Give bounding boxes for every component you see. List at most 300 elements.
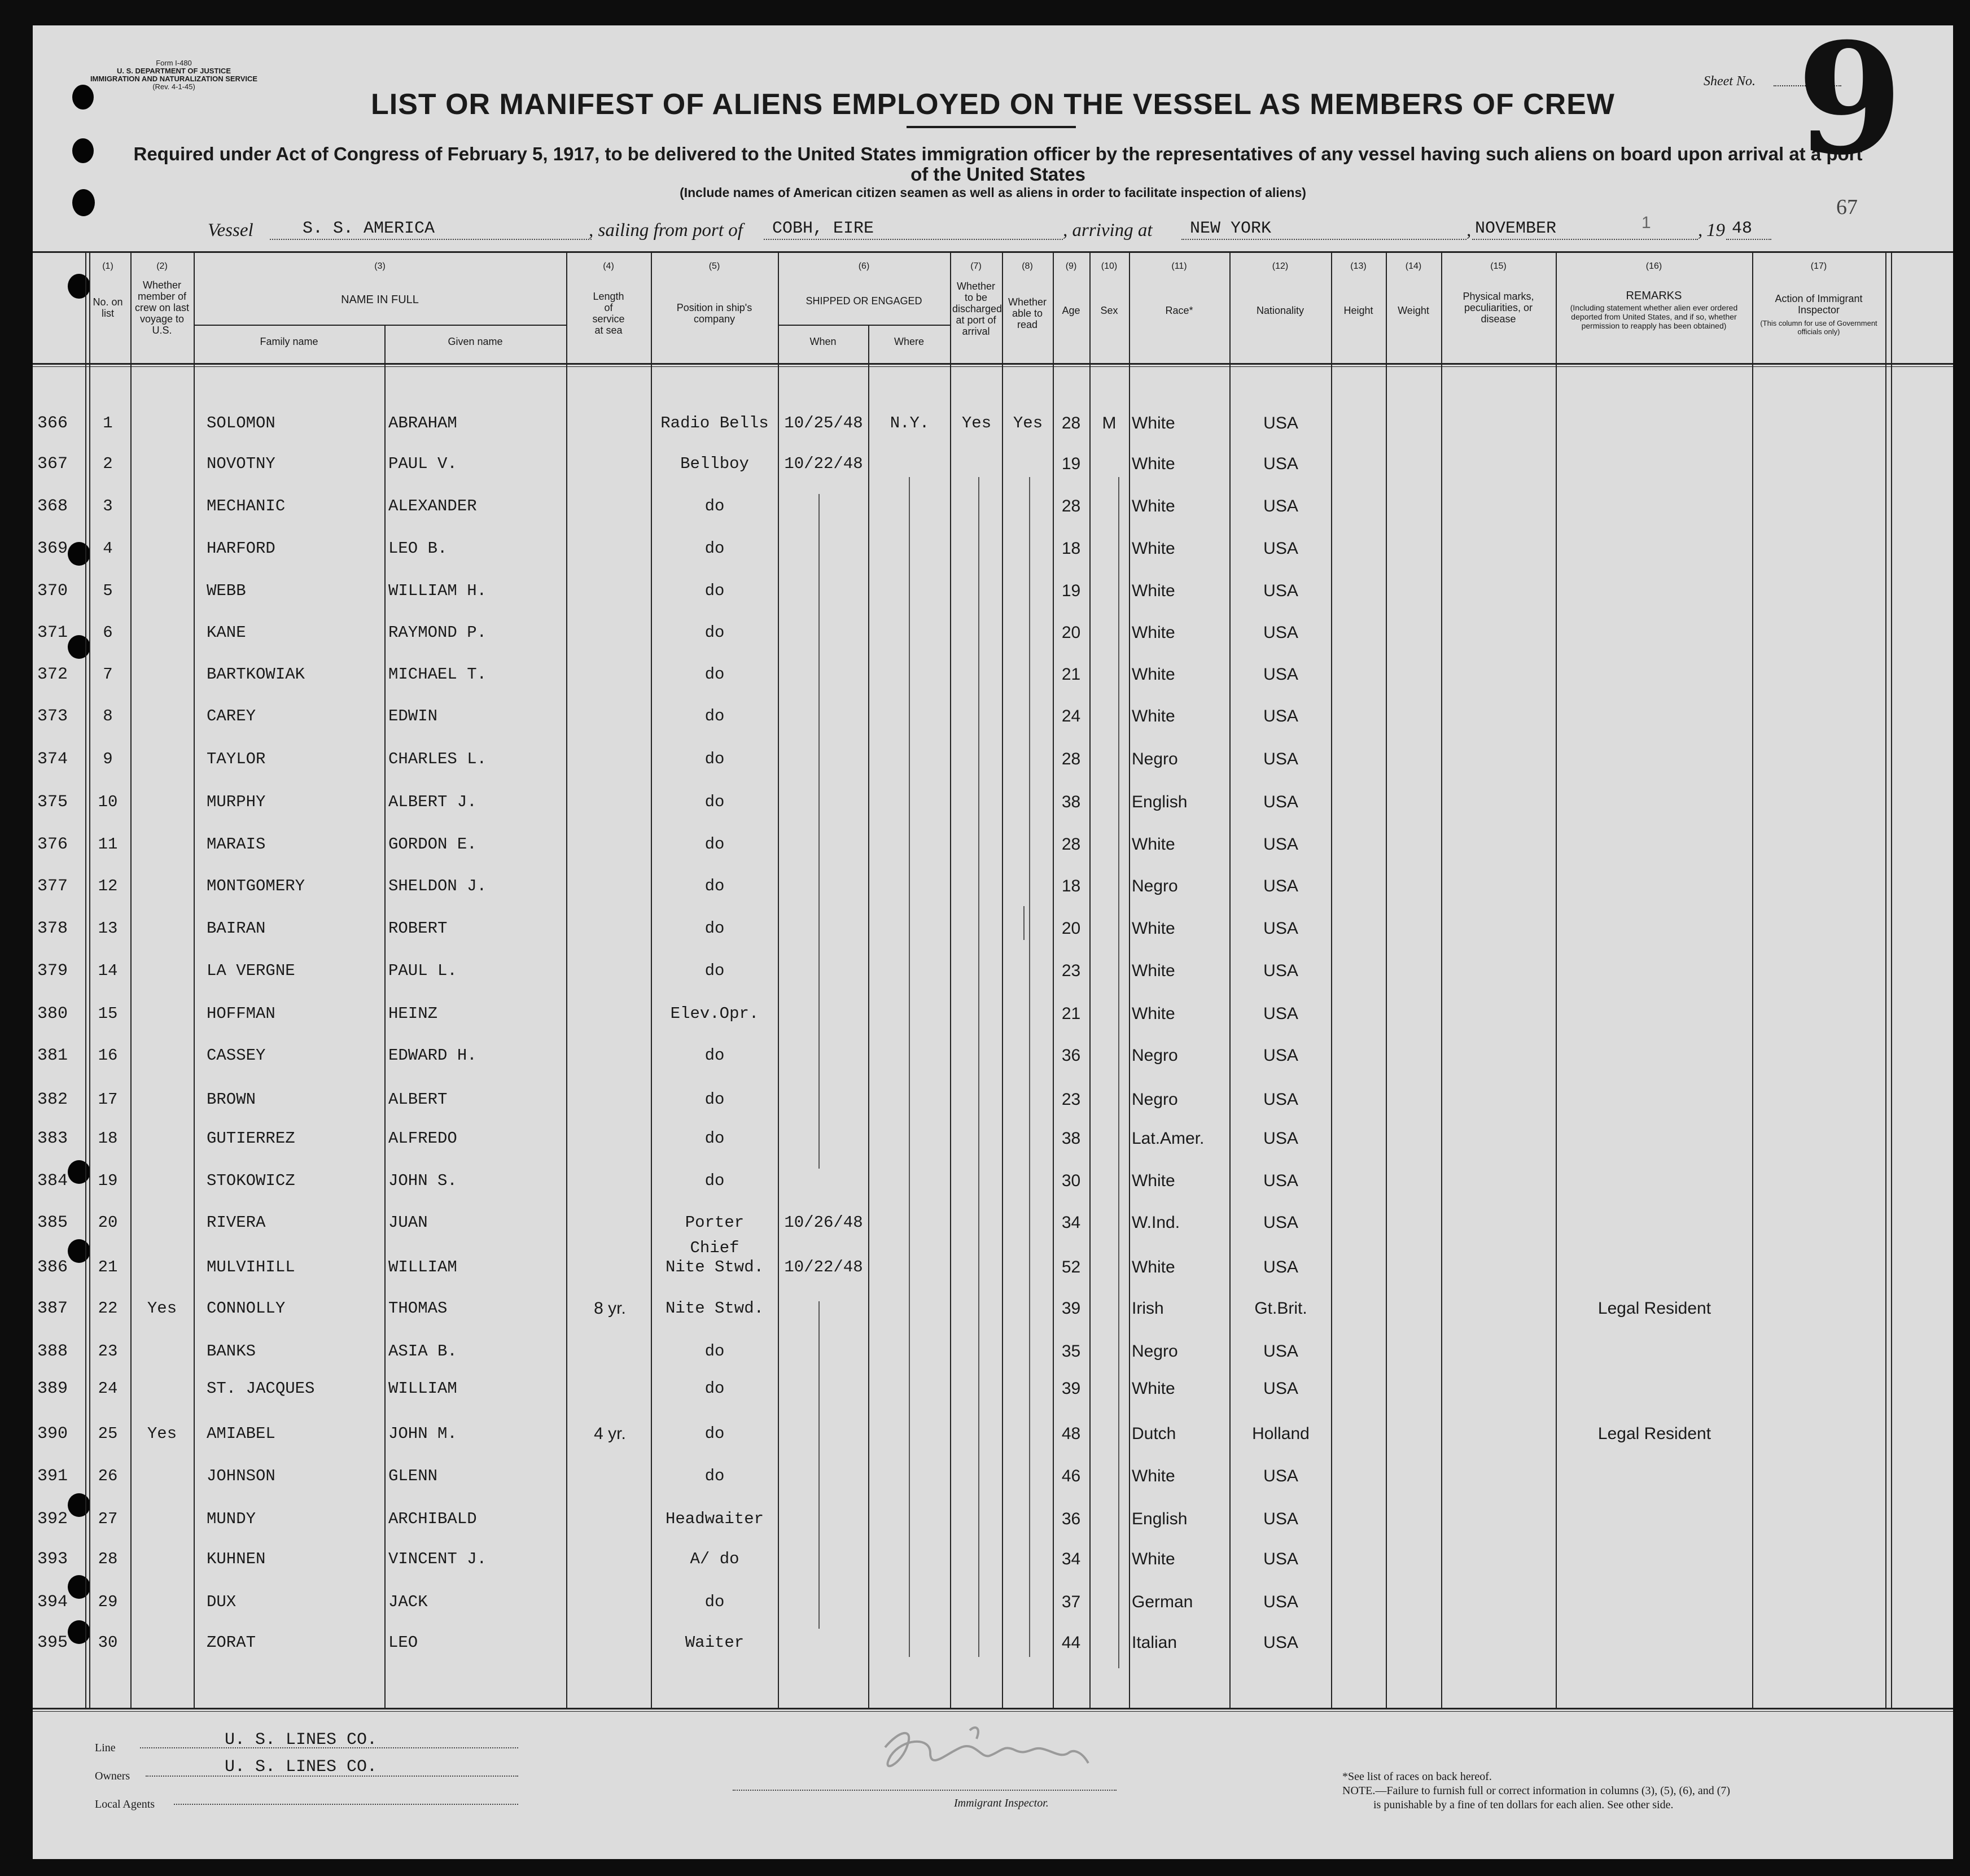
family-name: WEBB xyxy=(207,581,246,600)
line-number: 389 xyxy=(37,1379,68,1398)
age: 21 xyxy=(1061,1004,1081,1023)
sheet-label: Sheet No. xyxy=(1704,74,1756,89)
punch-hole xyxy=(68,542,90,566)
given-name: ALBERT xyxy=(388,1090,448,1109)
vessel-name: S. S. AMERICA xyxy=(303,219,435,238)
line-number: 377 xyxy=(37,877,68,896)
department: U. S. DEPARTMENT OF JUSTICE xyxy=(117,67,231,75)
race: White xyxy=(1132,1550,1175,1568)
prior-voyage: Yes xyxy=(147,1299,177,1318)
age: 18 xyxy=(1061,877,1081,895)
position: do xyxy=(704,1467,725,1485)
position: Radio Bells xyxy=(660,414,769,432)
nationality: USA xyxy=(1263,919,1298,938)
col1-header: No. on list xyxy=(93,296,123,319)
position: do xyxy=(704,835,725,854)
age: 18 xyxy=(1061,539,1081,558)
col13-number: (13) xyxy=(1350,261,1367,271)
col3-header: NAME IN FULL xyxy=(341,294,419,306)
punch-hole xyxy=(68,1620,90,1644)
race: White xyxy=(1132,919,1175,938)
agents-label: Local Agents xyxy=(95,1798,155,1811)
family-name: MUNDY xyxy=(207,1510,256,1528)
race: White xyxy=(1132,623,1175,642)
given-name: SHELDON J. xyxy=(388,877,487,895)
nationality: USA xyxy=(1263,1004,1298,1023)
col15-number: (15) xyxy=(1490,261,1507,271)
family-name: HOFFMAN xyxy=(207,1004,275,1023)
given-name: ARCHIBALD xyxy=(388,1510,477,1528)
position: do xyxy=(704,1593,725,1611)
race: White xyxy=(1132,835,1175,854)
family-name: LA VERGNE xyxy=(207,961,295,980)
nationality: USA xyxy=(1263,414,1298,432)
race: German xyxy=(1132,1593,1193,1611)
family-name: CASSEY xyxy=(207,1046,266,1065)
nationality: USA xyxy=(1263,961,1298,980)
col2-number: (2) xyxy=(156,261,168,271)
position: do xyxy=(704,877,725,895)
crew-number: 26 xyxy=(98,1467,118,1485)
position: do xyxy=(704,707,725,725)
col16-number: (16) xyxy=(1645,261,1662,271)
position: do xyxy=(704,793,725,811)
position: Headwaiter xyxy=(665,1510,764,1528)
family-name: CONNOLLY xyxy=(207,1299,286,1318)
shipped-when: 10/25/48 xyxy=(784,414,863,432)
nationality: USA xyxy=(1263,1593,1298,1611)
column-rule xyxy=(566,251,567,1709)
col6-number: (6) xyxy=(858,261,870,271)
col4-header: Length of service at sea xyxy=(592,291,625,336)
column-rule xyxy=(384,325,386,1709)
position: do xyxy=(704,1090,725,1109)
age: 28 xyxy=(1061,414,1081,432)
line-number: 369 xyxy=(37,539,68,558)
race: Negro xyxy=(1132,1090,1178,1109)
race: Negro xyxy=(1132,1342,1178,1361)
title-underline xyxy=(907,126,1076,128)
departure-port: COBH, EIRE xyxy=(772,219,874,238)
age: 20 xyxy=(1061,623,1081,642)
page-subnote: (Include names of American citizen seamen as well as aliens in order to facilitate inspection of aliens) xyxy=(680,185,1306,200)
given-name: ASIA B. xyxy=(388,1342,457,1361)
shipped-when: 10/22/48 xyxy=(784,1258,863,1276)
sheet-number: 9 xyxy=(1797,9,1903,189)
header-bottom-rule-2 xyxy=(33,366,1953,367)
shipped-subheader-rule xyxy=(778,325,950,326)
ditto-mark xyxy=(1118,477,1119,1668)
col15-header: Physical marks, peculiarities, or disease xyxy=(1463,291,1534,325)
crew-number: 4 xyxy=(103,539,113,558)
column-rule xyxy=(1386,251,1387,1709)
col8-number: (8) xyxy=(1022,261,1033,271)
nationality: USA xyxy=(1263,1467,1298,1485)
race: English xyxy=(1132,1510,1188,1528)
owners-label: Owners xyxy=(95,1770,130,1782)
penalty-note: NOTE.—Failure to furnish full or correct information in columns (3), (5), (6), and (7) xyxy=(1342,1785,1731,1797)
family-name: MARAIS xyxy=(207,835,266,854)
nationality: USA xyxy=(1263,750,1298,768)
position: do xyxy=(704,497,725,515)
age: 39 xyxy=(1061,1379,1081,1398)
col11-number: (11) xyxy=(1171,261,1187,271)
line-number: 370 xyxy=(37,581,68,601)
crew-number: 15 xyxy=(98,1004,118,1023)
line-number: 368 xyxy=(37,497,68,516)
given-name: JUAN xyxy=(388,1213,428,1232)
position: A/ do xyxy=(690,1550,739,1568)
shipped-when: 10/26/48 xyxy=(784,1213,863,1232)
line-number: 387 xyxy=(37,1299,68,1318)
crew-number: 11 xyxy=(98,835,118,854)
position: Elev.Opr. xyxy=(670,1004,759,1023)
col3-family-header: Family name xyxy=(260,336,318,347)
line-number: 391 xyxy=(37,1467,68,1486)
ditto-mark xyxy=(1023,906,1025,940)
position: Porter xyxy=(685,1213,745,1232)
nationality: USA xyxy=(1263,1342,1298,1361)
column-rule xyxy=(1556,251,1557,1709)
family-name: MULVIHILL xyxy=(207,1258,295,1276)
line-number: 373 xyxy=(37,707,68,726)
line-number: 390 xyxy=(37,1424,68,1444)
nationality: USA xyxy=(1263,581,1298,600)
punch-hole xyxy=(68,274,90,299)
form-number: Form I-480 xyxy=(156,59,192,67)
family-name: ST. JACQUES xyxy=(207,1379,315,1398)
given-name: VINCENT J. xyxy=(388,1550,487,1568)
line-dotline xyxy=(140,1747,518,1748)
age: 34 xyxy=(1061,1550,1081,1568)
line-number: 384 xyxy=(37,1171,68,1191)
ditto-mark xyxy=(978,477,979,1657)
nationality: USA xyxy=(1263,1090,1298,1109)
column-rule xyxy=(1331,251,1332,1709)
shipped-when: 10/22/48 xyxy=(784,454,863,473)
race: W.Ind. xyxy=(1132,1213,1180,1232)
age: 21 xyxy=(1061,665,1081,684)
position: do xyxy=(704,1171,725,1190)
page-title: LIST OR MANIFEST OF ALIENS EMPLOYED ON THE VESSEL AS MEMBERS OF CREW xyxy=(371,88,1615,121)
year-prefix: 19 xyxy=(1706,220,1725,240)
position: Chief xyxy=(690,1239,739,1257)
column-rule xyxy=(1891,251,1892,1709)
family-name: BROWN xyxy=(207,1090,256,1109)
family-name: TAYLOR xyxy=(207,750,266,768)
given-name: HEINZ xyxy=(388,1004,438,1023)
crew-number: 25 xyxy=(98,1424,118,1443)
remarks: Legal Resident xyxy=(1597,1299,1711,1318)
col9-header: Age xyxy=(1062,305,1080,316)
crew-number: 27 xyxy=(98,1510,118,1528)
position: do xyxy=(704,539,725,558)
punch-hole xyxy=(68,1239,90,1263)
line-number: 375 xyxy=(37,793,68,812)
race: English xyxy=(1132,793,1188,811)
crew-number: 9 xyxy=(103,750,113,768)
family-name: SOLOMON xyxy=(207,414,275,432)
manifest-sheet xyxy=(33,9,1953,1859)
family-name: BARTKOWIAK xyxy=(207,665,305,684)
given-name: PAUL L. xyxy=(388,961,457,980)
line-number: 382 xyxy=(37,1090,68,1109)
crew-number: 7 xyxy=(103,665,113,684)
nationality: USA xyxy=(1263,1046,1298,1065)
position: do xyxy=(704,1046,725,1065)
line-value: U. S. LINES CO. xyxy=(225,1730,378,1750)
age: 36 xyxy=(1061,1510,1081,1528)
column-rule xyxy=(1089,251,1091,1709)
stamp-number: 67 xyxy=(1836,195,1858,219)
race: White xyxy=(1132,497,1175,515)
crew-number: 13 xyxy=(98,919,118,938)
crew-number: 19 xyxy=(98,1171,118,1190)
col7-header: Whether to be discharged at port of arrival xyxy=(952,281,1002,337)
service-length: 8 yr. xyxy=(594,1299,626,1318)
col6-header: SHIPPED OR ENGAGED xyxy=(805,295,922,307)
crew-number: 3 xyxy=(103,497,113,515)
nationality: USA xyxy=(1263,454,1298,473)
position: do xyxy=(704,665,725,684)
age: 38 xyxy=(1061,793,1081,811)
crew-number: 1 xyxy=(103,414,113,432)
arrival-port: NEW YORK xyxy=(1190,219,1272,238)
column-rule xyxy=(1752,251,1753,1709)
vessel-label: Vessel xyxy=(208,220,253,240)
given-name: GLENN xyxy=(388,1467,438,1485)
race: White xyxy=(1132,1004,1175,1023)
column-rule xyxy=(1002,251,1003,1709)
race: White xyxy=(1132,581,1175,600)
given-name: LEO xyxy=(388,1633,418,1652)
col14-number: (14) xyxy=(1405,261,1422,271)
crew-number: 18 xyxy=(98,1129,118,1148)
column-rule xyxy=(1129,251,1130,1709)
family-name: DUX xyxy=(207,1593,237,1611)
line-number: 379 xyxy=(37,961,68,981)
line-number: 386 xyxy=(37,1258,68,1277)
col5-number: (5) xyxy=(708,261,720,271)
given-name: GORDON E. xyxy=(388,835,477,854)
given-name: WILLIAM H. xyxy=(388,581,487,600)
given-name: MICHAEL T. xyxy=(388,665,487,684)
col12-number: (12) xyxy=(1272,261,1289,271)
nationality: USA xyxy=(1263,877,1298,895)
crew-number: 10 xyxy=(98,793,118,811)
crew-number: 2 xyxy=(103,454,113,473)
position: do xyxy=(704,1342,725,1361)
crew-number: 22 xyxy=(98,1299,118,1318)
age: 28 xyxy=(1061,750,1081,768)
family-name: ZORAT xyxy=(207,1633,256,1652)
col17-header: Action of Immigrant Inspector xyxy=(1775,293,1863,316)
date-dotline xyxy=(1472,239,1698,240)
punch-hole xyxy=(68,1575,90,1599)
col10-number: (10) xyxy=(1101,261,1118,271)
col16-header: REMARKS xyxy=(1626,290,1682,302)
col11-header: Race* xyxy=(1165,305,1193,316)
line-number: 395 xyxy=(37,1633,68,1652)
given-name: WILLIAM xyxy=(388,1379,457,1398)
line-number: 388 xyxy=(37,1342,68,1361)
age: 52 xyxy=(1061,1258,1081,1276)
line-number: 392 xyxy=(37,1510,68,1529)
inspector-label: Immigrant Inspector. xyxy=(954,1797,1049,1809)
line-number: 385 xyxy=(37,1213,68,1232)
table-bottom-rule-2 xyxy=(33,1711,1953,1712)
family-name: NOVOTNY xyxy=(207,454,275,473)
position: do xyxy=(704,750,725,768)
given-name: PAUL V. xyxy=(388,454,457,473)
family-name: MONTGOMERY xyxy=(207,877,305,895)
given-name: ALBERT J. xyxy=(388,793,477,811)
col3-given-header: Given name xyxy=(448,336,503,347)
nationality: USA xyxy=(1263,1129,1298,1148)
nationality: USA xyxy=(1263,835,1298,854)
family-name: BAIRAN xyxy=(207,919,266,938)
race: White xyxy=(1132,665,1175,684)
line-number: 372 xyxy=(37,665,68,684)
position: do xyxy=(704,1424,725,1443)
age: 39 xyxy=(1061,1299,1081,1318)
race: White xyxy=(1132,1171,1175,1190)
line-number: 367 xyxy=(37,454,68,474)
nationality: USA xyxy=(1263,1258,1298,1276)
line-number: 374 xyxy=(37,750,68,769)
family-name: BANKS xyxy=(207,1342,256,1361)
given-name: EDWIN xyxy=(388,707,438,725)
race: White xyxy=(1132,539,1175,558)
owners-value: U. S. LINES CO. xyxy=(225,1757,378,1777)
line-number: 371 xyxy=(37,623,68,642)
family-name: MECHANIC xyxy=(207,497,286,515)
nationality: Gt.Brit. xyxy=(1254,1299,1307,1318)
age: 19 xyxy=(1061,581,1081,600)
given-name: ALFREDO xyxy=(388,1129,457,1148)
age: 23 xyxy=(1061,961,1081,980)
nationality: USA xyxy=(1263,707,1298,725)
crew-number: 5 xyxy=(103,581,113,600)
given-name: ABRAHAM xyxy=(388,414,457,432)
ditto-mark xyxy=(909,477,910,1657)
given-name: JACK xyxy=(388,1593,428,1611)
year-dotline xyxy=(1726,239,1771,240)
race: White xyxy=(1132,414,1175,432)
position: Waiter xyxy=(685,1633,745,1652)
position: Nite Stwd. xyxy=(665,1299,764,1318)
race-note: *See list of races on back hereof. xyxy=(1342,1770,1492,1783)
arrival-month: NOVEMBER xyxy=(1475,219,1557,238)
position: do xyxy=(704,581,725,600)
ditto-mark xyxy=(1029,477,1030,1657)
family-name: KANE xyxy=(207,623,246,642)
age: 35 xyxy=(1061,1342,1081,1361)
column-rule xyxy=(85,251,86,1709)
family-name: STOKOWICZ xyxy=(207,1171,295,1190)
position: do xyxy=(704,1379,725,1398)
table-top-rule xyxy=(33,251,1953,253)
crew-number: 29 xyxy=(98,1593,118,1611)
nationality: USA xyxy=(1263,1510,1298,1528)
nationality: USA xyxy=(1263,497,1298,515)
line-number: 376 xyxy=(37,835,68,854)
crew-number: 24 xyxy=(98,1379,118,1398)
age: 30 xyxy=(1061,1171,1081,1190)
col3-number: (3) xyxy=(374,261,386,271)
nationality: USA xyxy=(1263,623,1298,642)
nationality: USA xyxy=(1263,793,1298,811)
nationality: USA xyxy=(1263,1550,1298,1568)
nationality: USA xyxy=(1263,539,1298,558)
given-name: THOMAS xyxy=(388,1299,448,1318)
age: 28 xyxy=(1061,497,1081,515)
owners-dotline xyxy=(146,1776,518,1777)
col17-subheader: (This column for use of Government officials only) xyxy=(1760,319,1877,336)
sailing-label: , sailing from port of xyxy=(589,220,743,240)
comma: , xyxy=(1466,220,1472,240)
prior-voyage: Yes xyxy=(147,1424,177,1443)
position: do xyxy=(704,1129,725,1148)
col16-subheader: (Including statement whether alien ever ordered deported from United States, and if so, whether permission to reapply has been obtained) xyxy=(1570,303,1738,330)
family-name: HARFORD xyxy=(207,539,275,558)
crew-number: 23 xyxy=(98,1342,118,1361)
column-rule xyxy=(130,251,132,1709)
nationality: Holland xyxy=(1252,1424,1310,1443)
header-bottom-rule xyxy=(33,363,1953,365)
line-number: 366 xyxy=(37,414,68,433)
col9-number: (9) xyxy=(1065,261,1077,271)
age: 36 xyxy=(1061,1046,1081,1065)
race: Lat.Amer. xyxy=(1132,1129,1205,1148)
arrival-day: 1 xyxy=(1641,213,1651,232)
discharged: Yes xyxy=(961,414,992,432)
inspector-dotline xyxy=(733,1790,1117,1791)
age: 44 xyxy=(1061,1633,1081,1652)
col10-header: Sex xyxy=(1100,305,1118,316)
crew-number: 16 xyxy=(98,1046,118,1065)
family-name: AMIABEL xyxy=(207,1424,275,1443)
age: 28 xyxy=(1061,835,1081,854)
arrival-dotline xyxy=(1181,239,1466,240)
remarks: Legal Resident xyxy=(1597,1424,1711,1443)
race: Italian xyxy=(1132,1633,1177,1652)
line-number: 393 xyxy=(37,1550,68,1569)
age: 48 xyxy=(1061,1424,1081,1443)
col5-header: Position in ship's company xyxy=(676,302,752,325)
column-rule xyxy=(868,325,869,1709)
crew-number: 21 xyxy=(98,1258,118,1276)
given-name: WILLIAM xyxy=(388,1258,457,1276)
comma: , xyxy=(1698,220,1703,240)
able-to-read: Yes xyxy=(1013,414,1043,432)
race: Negro xyxy=(1132,750,1178,768)
crew-number: 12 xyxy=(98,877,118,895)
crew-number: 28 xyxy=(98,1550,118,1568)
race: Dutch xyxy=(1132,1424,1176,1443)
col6-where-header: Where xyxy=(894,336,924,347)
agents-dotline xyxy=(174,1804,518,1805)
sex: M xyxy=(1102,414,1117,432)
position: Bellboy xyxy=(680,454,749,473)
family-name: JOHNSON xyxy=(207,1467,275,1485)
arriving-label: , arriving at xyxy=(1063,220,1153,240)
line-number: 380 xyxy=(37,1004,68,1024)
nationality: USA xyxy=(1263,1171,1298,1190)
col13-header: Height xyxy=(1343,305,1373,316)
family-name: KUHNEN xyxy=(207,1550,266,1568)
family-name: RIVERA xyxy=(207,1213,266,1232)
